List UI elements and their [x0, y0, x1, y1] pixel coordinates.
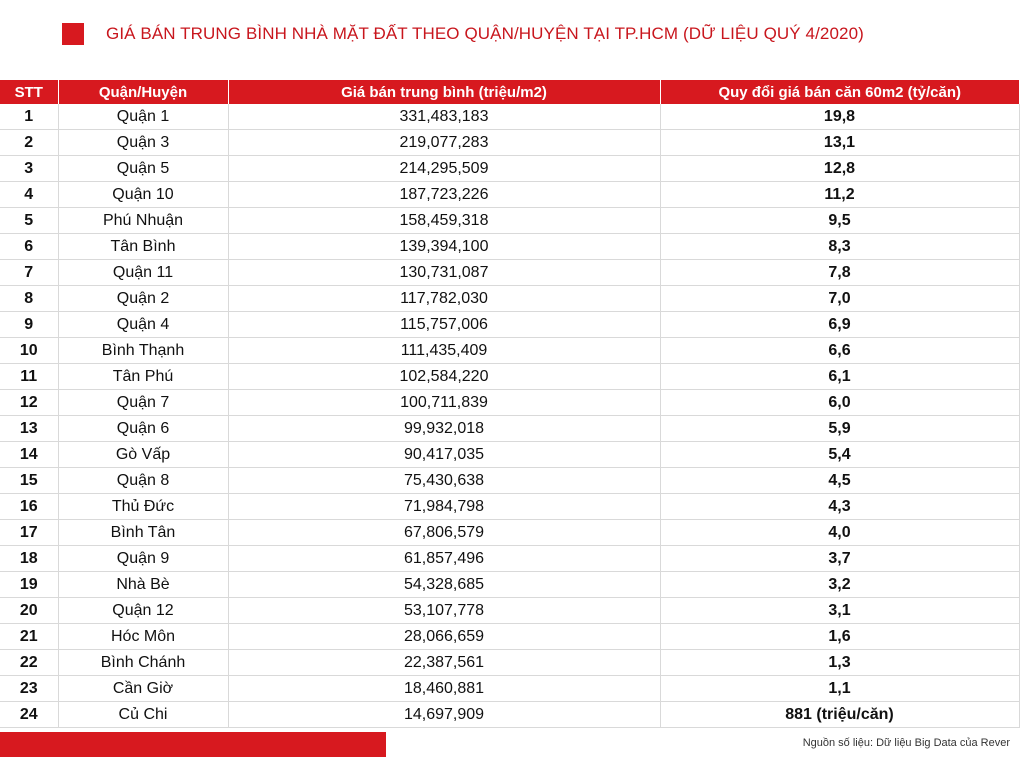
cell-avg-price: 71,984,798: [228, 494, 660, 520]
cell-avg-price: 214,295,509: [228, 156, 660, 182]
cell-district: Hóc Môn: [58, 624, 228, 650]
table-row: [0, 520, 1019, 546]
cell-district: Bình Thạnh: [58, 338, 228, 364]
cell-avg-price: 219,077,283: [228, 130, 660, 156]
cell-avg-price: 90,417,035: [228, 442, 660, 468]
column-header-stt: STT: [0, 80, 58, 104]
cell-60m2-price: 6,9: [660, 312, 1019, 338]
cell-60m2-price: 7,0: [660, 286, 1019, 312]
cell-avg-price: 130,731,087: [228, 260, 660, 286]
table-row: [0, 260, 1019, 286]
cell-avg-price: 53,107,778: [228, 598, 660, 624]
cell-avg-price: 158,459,318: [228, 208, 660, 234]
cell-avg-price: 14,697,909: [228, 702, 660, 728]
table-row: [0, 416, 1019, 442]
cell-district: Quận 8: [58, 468, 228, 494]
cell-district: Tân Phú: [58, 364, 228, 390]
table-row: [0, 650, 1019, 676]
cell-60m2-price: 7,8: [660, 260, 1019, 286]
cell-avg-price: 111,435,409: [228, 338, 660, 364]
cell-60m2-price: 8,3: [660, 234, 1019, 260]
cell-60m2-price: 12,8: [660, 156, 1019, 182]
cell-avg-price: 22,387,561: [228, 650, 660, 676]
table-row: [0, 312, 1019, 338]
cell-stt: 16: [0, 494, 58, 520]
cell-district: Quận 10: [58, 182, 228, 208]
cell-district: Quận 11: [58, 260, 228, 286]
cell-stt: 14: [0, 442, 58, 468]
cell-stt: 13: [0, 416, 58, 442]
page-title: GIÁ BÁN TRUNG BÌNH NHÀ MẶT ĐẤT THEO QUẬN/HUYỆN TẠI TP.HCM (DỮ LIỆU QUÝ 4/2020): [106, 24, 864, 43]
cell-60m2-price: 1,3: [660, 650, 1019, 676]
cell-stt: 4: [0, 182, 58, 208]
cell-stt: 15: [0, 468, 58, 494]
column-header-avg-price: Giá bán trung bình (triệu/m2): [228, 80, 660, 104]
cell-60m2-price: 4,5: [660, 468, 1019, 494]
cell-60m2-price: 11,2: [660, 182, 1019, 208]
cell-district: Tân Bình: [58, 234, 228, 260]
cell-district: Gò Vấp: [58, 442, 228, 468]
cell-60m2-price: 9,5: [660, 208, 1019, 234]
table-row: [0, 208, 1019, 234]
table-row: [0, 546, 1019, 572]
cell-avg-price: 67,806,579: [228, 520, 660, 546]
cell-avg-price: 99,932,018: [228, 416, 660, 442]
cell-60m2-price: 1,1: [660, 676, 1019, 702]
cell-district: Quận 3: [58, 130, 228, 156]
cell-district: Bình Chánh: [58, 650, 228, 676]
cell-avg-price: 117,782,030: [228, 286, 660, 312]
cell-60m2-price: 4,3: [660, 494, 1019, 520]
cell-district: Phú Nhuận: [58, 208, 228, 234]
cell-stt: 6: [0, 234, 58, 260]
cell-60m2-price: 1,6: [660, 624, 1019, 650]
cell-avg-price: 115,757,006: [228, 312, 660, 338]
cell-avg-price: 331,483,183: [228, 104, 660, 130]
cell-stt: 3: [0, 156, 58, 182]
cell-avg-price: 54,328,685: [228, 572, 660, 598]
cell-stt: 21: [0, 624, 58, 650]
cell-stt: 23: [0, 676, 58, 702]
cell-avg-price: 28,066,659: [228, 624, 660, 650]
cell-avg-price: 75,430,638: [228, 468, 660, 494]
cell-60m2-price: 5,9: [660, 416, 1019, 442]
cell-stt: 5: [0, 208, 58, 234]
cell-avg-price: 187,723,226: [228, 182, 660, 208]
cell-district: Quận 9: [58, 546, 228, 572]
cell-stt: 11: [0, 364, 58, 390]
cell-avg-price: 18,460,881: [228, 676, 660, 702]
red-square-icon: [62, 23, 84, 45]
cell-avg-price: 100,711,839: [228, 390, 660, 416]
header-row: [0, 80, 1019, 104]
table-row: [0, 494, 1019, 520]
table-row: [0, 442, 1019, 468]
cell-stt: 8: [0, 286, 58, 312]
table-row: [0, 390, 1019, 416]
cell-district: Nhà Bè: [58, 572, 228, 598]
cell-stt: 18: [0, 546, 58, 572]
cell-60m2-price: 5,4: [660, 442, 1019, 468]
source-note: Nguồn số liệu: Dữ liệu Big Data của Rever: [802, 737, 1010, 749]
cell-60m2-price: 3,1: [660, 598, 1019, 624]
cell-60m2-price: 6,6: [660, 338, 1019, 364]
table-row: [0, 702, 1019, 728]
table-row: [0, 598, 1019, 624]
cell-stt: 17: [0, 520, 58, 546]
cell-stt: 12: [0, 390, 58, 416]
table-row: [0, 338, 1019, 364]
cell-district: Quận 2: [58, 286, 228, 312]
price-table: [0, 80, 1020, 728]
cell-district: Củ Chi: [58, 702, 228, 728]
cell-stt: 22: [0, 650, 58, 676]
table-row: [0, 104, 1019, 130]
table-row: [0, 572, 1019, 598]
cell-district: Quận 5: [58, 156, 228, 182]
cell-avg-price: 61,857,496: [228, 546, 660, 572]
cell-60m2-price: 13,1: [660, 130, 1019, 156]
table-row: [0, 286, 1019, 312]
cell-stt: 7: [0, 260, 58, 286]
table-row: [0, 624, 1019, 650]
column-header-district: Quận/Huyện: [58, 80, 228, 104]
cell-district: Quận 1: [58, 104, 228, 130]
table-row: [0, 676, 1019, 702]
cell-60m2-price: 881 (triệu/căn): [660, 702, 1019, 728]
cell-60m2-price: 3,7: [660, 546, 1019, 572]
table-header: [0, 80, 1019, 104]
cell-60m2-price: 4,0: [660, 520, 1019, 546]
cell-stt: 19: [0, 572, 58, 598]
cell-district: Bình Tân: [58, 520, 228, 546]
cell-district: Quận 6: [58, 416, 228, 442]
footer-accent-bar: [0, 732, 386, 757]
cell-district: Cần Giờ: [58, 676, 228, 702]
cell-stt: 9: [0, 312, 58, 338]
cell-district: Quận 7: [58, 390, 228, 416]
cell-stt: 24: [0, 702, 58, 728]
cell-60m2-price: 19,8: [660, 104, 1019, 130]
cell-district: Quận 4: [58, 312, 228, 338]
cell-60m2-price: 6,0: [660, 390, 1019, 416]
cell-avg-price: 139,394,100: [228, 234, 660, 260]
cell-avg-price: 102,584,220: [228, 364, 660, 390]
cell-district: Thủ Đức: [58, 494, 228, 520]
table-row: [0, 130, 1019, 156]
page-header: [62, 22, 864, 46]
table-body: [0, 104, 1019, 728]
cell-district: Quận 12: [58, 598, 228, 624]
table-row: [0, 234, 1019, 260]
column-header-60m2-price: Quy đổi giá bán căn 60m2 (tỷ/căn): [660, 80, 1019, 104]
table-row: [0, 182, 1019, 208]
table-row: [0, 156, 1019, 182]
cell-60m2-price: 6,1: [660, 364, 1019, 390]
table-row: [0, 468, 1019, 494]
cell-stt: 10: [0, 338, 58, 364]
table-row: [0, 364, 1019, 390]
cell-stt: 1: [0, 104, 58, 130]
cell-stt: 20: [0, 598, 58, 624]
cell-60m2-price: 3,2: [660, 572, 1019, 598]
cell-stt: 2: [0, 130, 58, 156]
